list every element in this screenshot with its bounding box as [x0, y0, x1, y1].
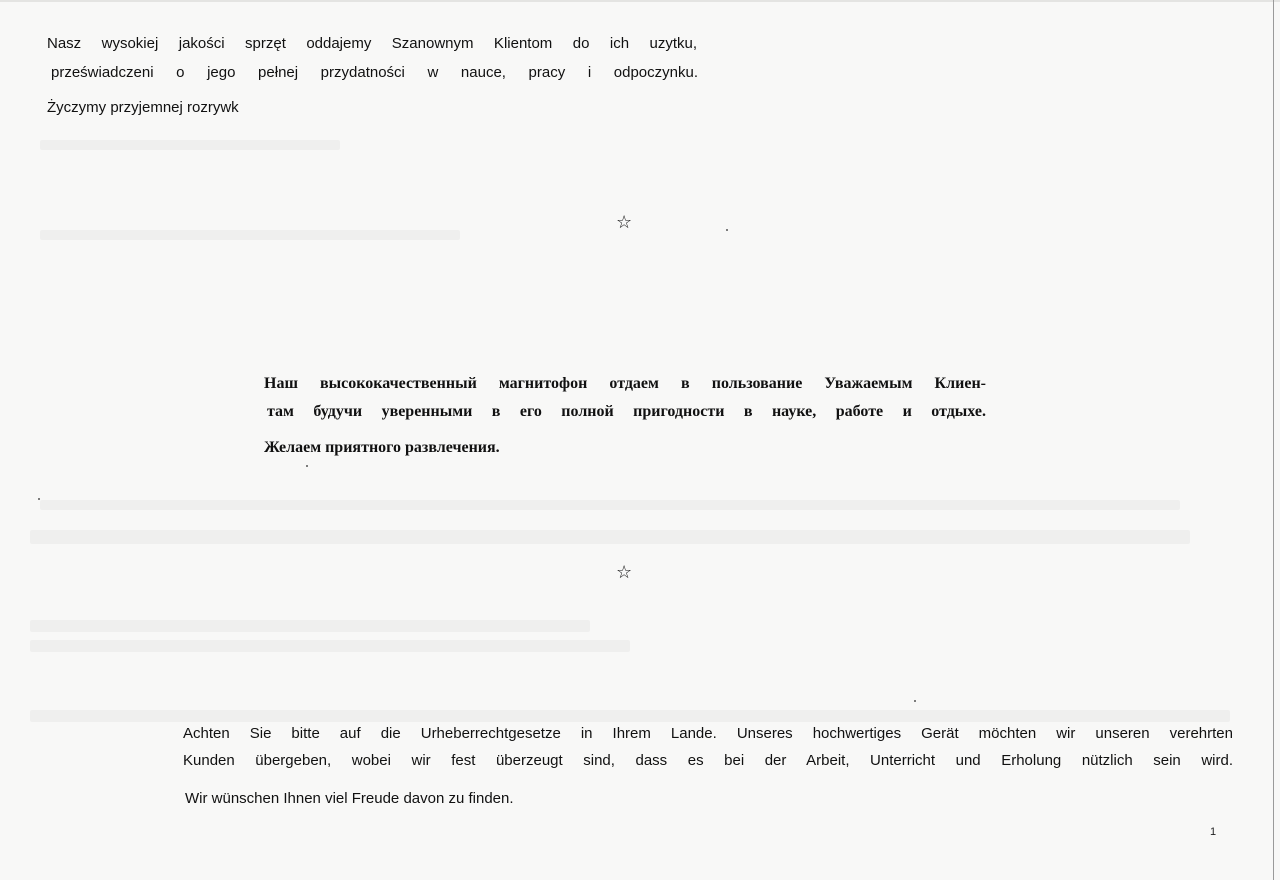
- show-through-shadow: [30, 620, 590, 632]
- russian-line-2: там будучи уверенными в его полной пригодности в науке, работе и отдыхе.: [267, 403, 986, 420]
- polish-line-3: Życzymy przyjemnej rozrywk: [47, 99, 239, 116]
- show-through-shadow: [30, 710, 1230, 722]
- german-line-1: Achten Sie bitte auf die Urheberrechtgesetze in Ihrem Lande. Unseres hochwertiges Gerät möchten wir unseren verehrten: [183, 725, 1233, 742]
- polish-line-1: Nasz wysokiej jakości sprzęt oddajemy Szanownym Klientom do ich uzytku,: [47, 35, 697, 52]
- page-right-edge: [1273, 0, 1274, 880]
- star-outline-icon: ☆: [616, 562, 633, 583]
- print-speck: [914, 700, 916, 702]
- print-speck: [306, 465, 308, 467]
- russian-line-3: Желаем приятного развлечения.: [264, 439, 500, 456]
- russian-line-1: Наш высококачественный магнитофон отдаем в пользование Уважаемым Клиен-: [264, 375, 986, 392]
- print-speck: [726, 229, 728, 231]
- show-through-shadow: [40, 140, 340, 150]
- show-through-shadow: [40, 230, 460, 240]
- show-through-shadow: [30, 640, 630, 652]
- german-line-3: Wir wünschen Ihnen viel Freude davon zu finden.: [185, 790, 514, 807]
- page-number: 1: [1210, 826, 1217, 838]
- german-line-2: Kunden übergeben, wobei wir fest überzeugt sind, dass es bei der Arbeit, Unterricht und Erholung nützlich sein wird.: [183, 752, 1233, 769]
- polish-line-2: przeświadczeni o jego pełnej przydatności w nauce, pracy i odpoczynku.: [51, 64, 698, 81]
- page-top-edge: [0, 0, 1280, 2]
- star-outline-icon: ☆: [616, 212, 633, 233]
- show-through-shadow: [30, 530, 1190, 544]
- show-through-shadow: [40, 500, 1180, 510]
- print-speck: [38, 498, 40, 500]
